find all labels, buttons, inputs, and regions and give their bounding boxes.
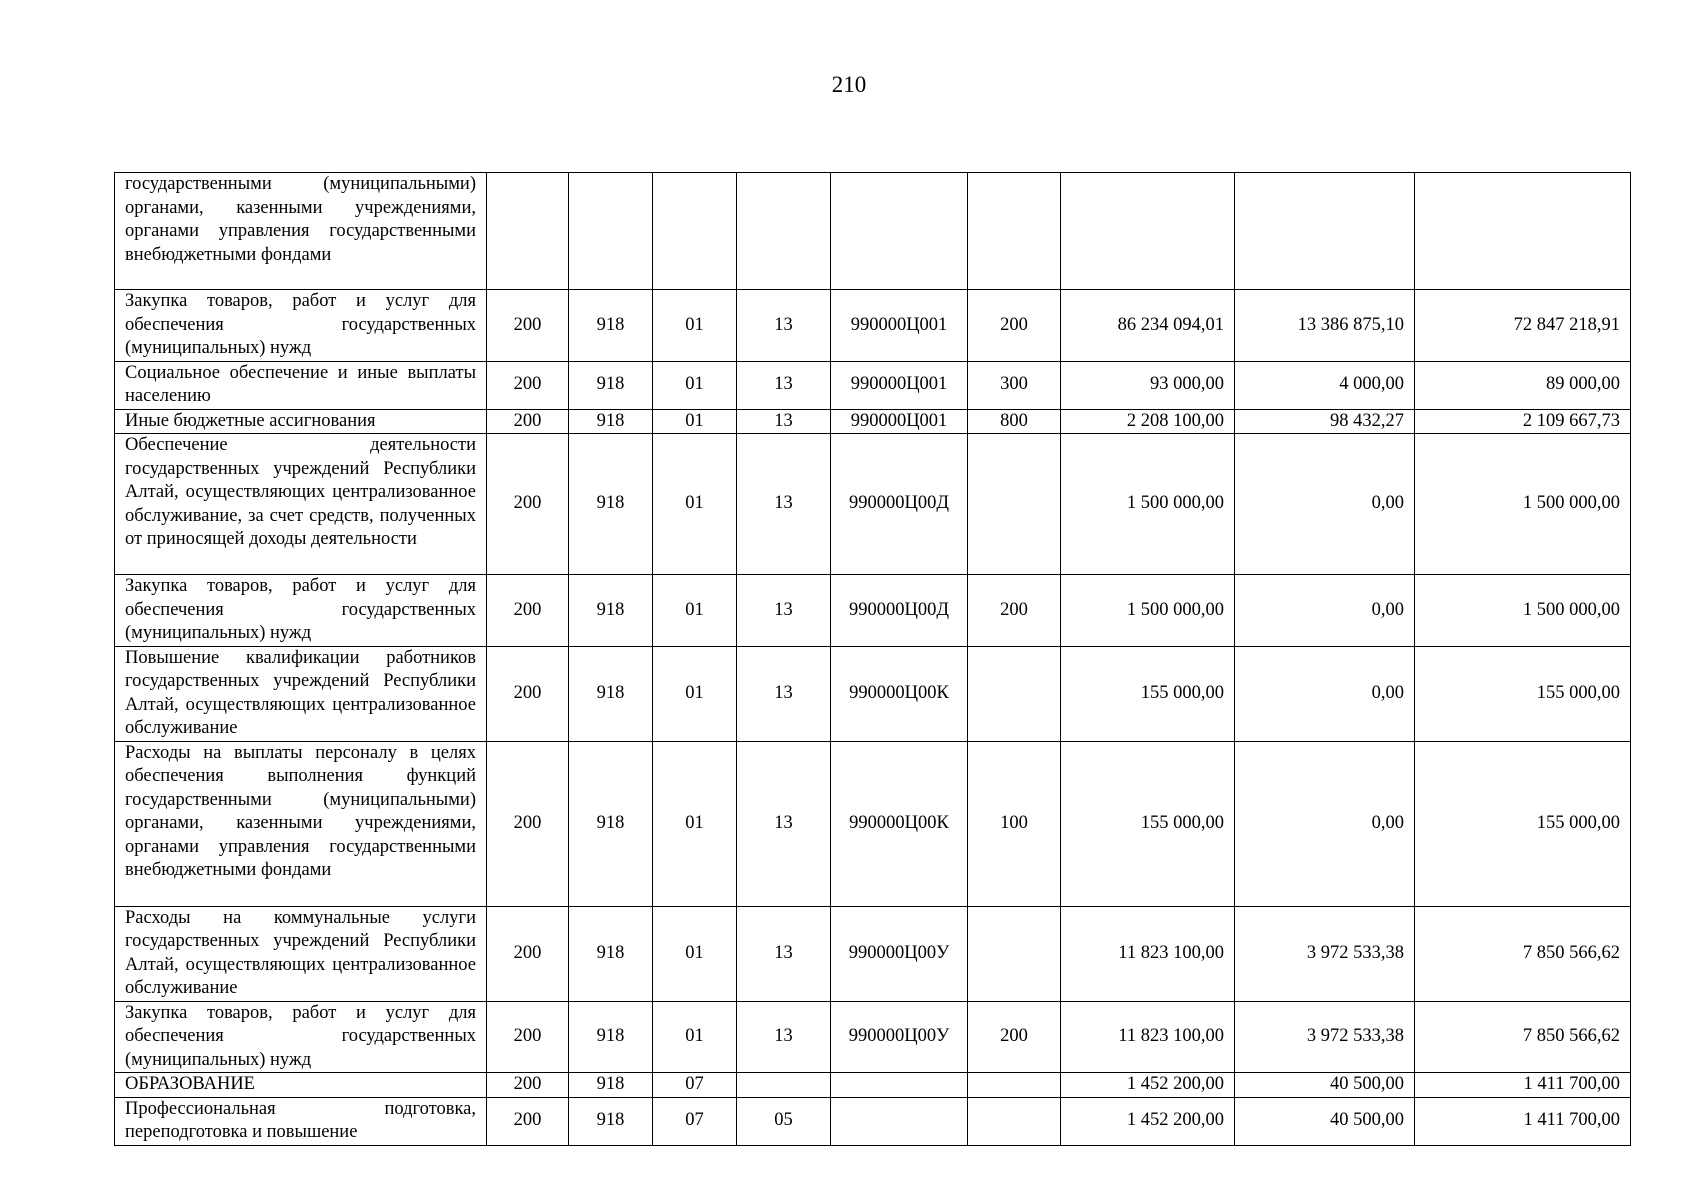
cell-grbs-code (487, 173, 569, 290)
cell-subsection-code: 13 (737, 290, 831, 362)
cell-executed-amount: 40 500,00 (1235, 1073, 1415, 1098)
cell-target-article (831, 1073, 968, 1098)
cell-department-code: 918 (569, 409, 653, 434)
cell-remaining-amount: 155 000,00 (1415, 741, 1631, 906)
cell-target-article (831, 1097, 968, 1145)
cell-approved-amount: 1 500 000,00 (1061, 434, 1235, 575)
cell-department-code: 918 (569, 1073, 653, 1098)
cell-remaining-amount: 72 847 218,91 (1415, 290, 1631, 362)
cell-remaining-amount: 1 411 700,00 (1415, 1073, 1631, 1098)
cell-subsection-code: 13 (737, 741, 831, 906)
cell-department-code: 918 (569, 290, 653, 362)
cell-name: Закупка товаров, работ и услуг для обеспечения государственных (муниципальных) нужд (115, 575, 487, 647)
cell-subsection-code: 05 (737, 1097, 831, 1145)
cell-subsection-code: 13 (737, 409, 831, 434)
cell-grbs-code: 200 (487, 575, 569, 647)
cell-section-code: 01 (653, 646, 737, 741)
cell-target-article: 990000Ц00К (831, 741, 968, 906)
table-row (115, 1001, 1631, 1073)
table-row (115, 1073, 1631, 1098)
cell-name: Расходы на коммунальные услуги государственных учреждений Республики Алтай, осуществляющих централизованное обслуживание (115, 906, 487, 1001)
cell-target-article: 990000Ц00Д (831, 434, 968, 575)
cell-remaining-amount: 1 500 000,00 (1415, 434, 1631, 575)
cell-remaining-amount: 7 850 566,62 (1415, 1001, 1631, 1073)
cell-department-code: 918 (569, 906, 653, 1001)
cell-department-code: 918 (569, 575, 653, 647)
cell-executed-amount: 40 500,00 (1235, 1097, 1415, 1145)
cell-target-article: 990000Ц001 (831, 290, 968, 362)
cell-remaining-amount: 2 109 667,73 (1415, 409, 1631, 434)
cell-remaining-amount: 7 850 566,62 (1415, 906, 1631, 1001)
cell-executed-amount: 0,00 (1235, 741, 1415, 906)
cell-target-article: 990000Ц00Д (831, 575, 968, 647)
cell-approved-amount: 1 500 000,00 (1061, 575, 1235, 647)
cell-target-article: 990000Ц001 (831, 361, 968, 409)
cell-target-article: 990000Ц00У (831, 1001, 968, 1073)
cell-section-code: 07 (653, 1073, 737, 1098)
cell-approved-amount: 1 452 200,00 (1061, 1097, 1235, 1145)
cell-section-code: 01 (653, 575, 737, 647)
cell-section-code: 01 (653, 290, 737, 362)
cell-grbs-code: 200 (487, 290, 569, 362)
table-row (115, 409, 1631, 434)
cell-name: Иные бюджетные ассигнования (115, 409, 487, 434)
table-row (115, 906, 1631, 1001)
cell-department-code: 918 (569, 1097, 653, 1145)
cell-subsection-code (737, 173, 831, 290)
cell-executed-amount (1235, 173, 1415, 290)
cell-department-code: 918 (569, 741, 653, 906)
budget-table (114, 172, 1631, 1146)
cell-grbs-code: 200 (487, 646, 569, 741)
cell-subsection-code: 13 (737, 575, 831, 647)
cell-name: Социальное обеспечение и иные выплаты населению (115, 361, 487, 409)
cell-approved-amount: 11 823 100,00 (1061, 906, 1235, 1001)
cell-expense-type (968, 173, 1061, 290)
cell-section-code: 01 (653, 741, 737, 906)
table-row (115, 646, 1631, 741)
table-row (115, 434, 1631, 575)
cell-department-code: 918 (569, 646, 653, 741)
cell-grbs-code: 200 (487, 1001, 569, 1073)
cell-executed-amount: 0,00 (1235, 575, 1415, 647)
cell-approved-amount: 11 823 100,00 (1061, 1001, 1235, 1073)
cell-name: Повышение квалификации работников государственных учреждений Республики Алтай, осуществляющих централизованное обслуживание (115, 646, 487, 741)
cell-executed-amount: 13 386 875,10 (1235, 290, 1415, 362)
cell-subsection-code: 13 (737, 646, 831, 741)
table-row (115, 575, 1631, 647)
cell-executed-amount: 0,00 (1235, 646, 1415, 741)
cell-approved-amount: 155 000,00 (1061, 646, 1235, 741)
cell-approved-amount: 1 452 200,00 (1061, 1073, 1235, 1098)
cell-grbs-code: 200 (487, 409, 569, 434)
cell-approved-amount: 2 208 100,00 (1061, 409, 1235, 434)
cell-name: ОБРАЗОВАНИЕ (115, 1073, 487, 1098)
cell-expense-type: 200 (968, 290, 1061, 362)
cell-name: Закупка товаров, работ и услуг для обеспечения государственных (муниципальных) нужд (115, 290, 487, 362)
cell-section-code: 01 (653, 361, 737, 409)
table-row (115, 290, 1631, 362)
cell-executed-amount: 4 000,00 (1235, 361, 1415, 409)
cell-approved-amount: 93 000,00 (1061, 361, 1235, 409)
cell-remaining-amount: 155 000,00 (1415, 646, 1631, 741)
cell-department-code: 918 (569, 434, 653, 575)
cell-executed-amount: 0,00 (1235, 434, 1415, 575)
cell-section-code: 07 (653, 1097, 737, 1145)
cell-expense-type (968, 434, 1061, 575)
cell-expense-type: 200 (968, 1001, 1061, 1073)
cell-approved-amount: 86 234 094,01 (1061, 290, 1235, 362)
cell-expense-type (968, 906, 1061, 1001)
cell-remaining-amount: 1 411 700,00 (1415, 1097, 1631, 1145)
cell-subsection-code (737, 1073, 831, 1098)
cell-subsection-code: 13 (737, 361, 831, 409)
cell-grbs-code: 200 (487, 1097, 569, 1145)
cell-expense-type (968, 1073, 1061, 1098)
cell-expense-type: 200 (968, 575, 1061, 647)
cell-name: Расходы на выплаты персоналу в целях обеспечения выполнения функций государственными (муниципальными) органами, казенными учреждениями, органами управления государственными внебюджетными фондами (115, 741, 487, 906)
cell-section-code: 01 (653, 1001, 737, 1073)
cell-name: Обеспечение деятельности государственных учреждений Республики Алтай, осуществляющих централизованное обслуживание, за счет средств, полученных от приносящей доходы деятельности (115, 434, 487, 575)
table-row (115, 1097, 1631, 1145)
cell-expense-type: 300 (968, 361, 1061, 409)
cell-approved-amount (1061, 173, 1235, 290)
cell-section-code: 01 (653, 409, 737, 434)
cell-expense-type: 100 (968, 741, 1061, 906)
cell-target-article: 990000Ц00К (831, 646, 968, 741)
cell-section-code: 01 (653, 906, 737, 1001)
cell-name: Профессиональная подготовка, переподготовка и повышение (115, 1097, 487, 1145)
cell-target-article (831, 173, 968, 290)
table-row (115, 361, 1631, 409)
cell-subsection-code: 13 (737, 434, 831, 575)
cell-grbs-code: 200 (487, 361, 569, 409)
cell-remaining-amount (1415, 173, 1631, 290)
cell-department-code: 918 (569, 1001, 653, 1073)
cell-grbs-code: 200 (487, 434, 569, 575)
cell-name: государственными (муниципальными) органами, казенными учреждениями, органами управления государственными внебюджетными фондами (115, 173, 487, 290)
page-number: 210 (831, 72, 867, 97)
cell-expense-type (968, 646, 1061, 741)
cell-target-article: 990000Ц001 (831, 409, 968, 434)
table-body (115, 173, 1631, 1146)
cell-target-article: 990000Ц00У (831, 906, 968, 1001)
cell-name: Закупка товаров, работ и услуг для обеспечения государственных (муниципальных) нужд (115, 1001, 487, 1073)
cell-subsection-code: 13 (737, 1001, 831, 1073)
cell-remaining-amount: 1 500 000,00 (1415, 575, 1631, 647)
table-row (115, 173, 1631, 290)
cell-department-code (569, 173, 653, 290)
cell-subsection-code: 13 (737, 906, 831, 1001)
cell-remaining-amount: 89 000,00 (1415, 361, 1631, 409)
cell-grbs-code: 200 (487, 741, 569, 906)
cell-section-code (653, 173, 737, 290)
cell-executed-amount: 3 972 533,38 (1235, 906, 1415, 1001)
cell-expense-type (968, 1097, 1061, 1145)
cell-section-code: 01 (653, 434, 737, 575)
cell-grbs-code: 200 (487, 1073, 569, 1098)
cell-expense-type: 800 (968, 409, 1061, 434)
cell-approved-amount: 155 000,00 (1061, 741, 1235, 906)
cell-executed-amount: 98 432,27 (1235, 409, 1415, 434)
cell-department-code: 918 (569, 361, 653, 409)
cell-executed-amount: 3 972 533,38 (1235, 1001, 1415, 1073)
cell-grbs-code: 200 (487, 906, 569, 1001)
table-row (115, 741, 1631, 906)
